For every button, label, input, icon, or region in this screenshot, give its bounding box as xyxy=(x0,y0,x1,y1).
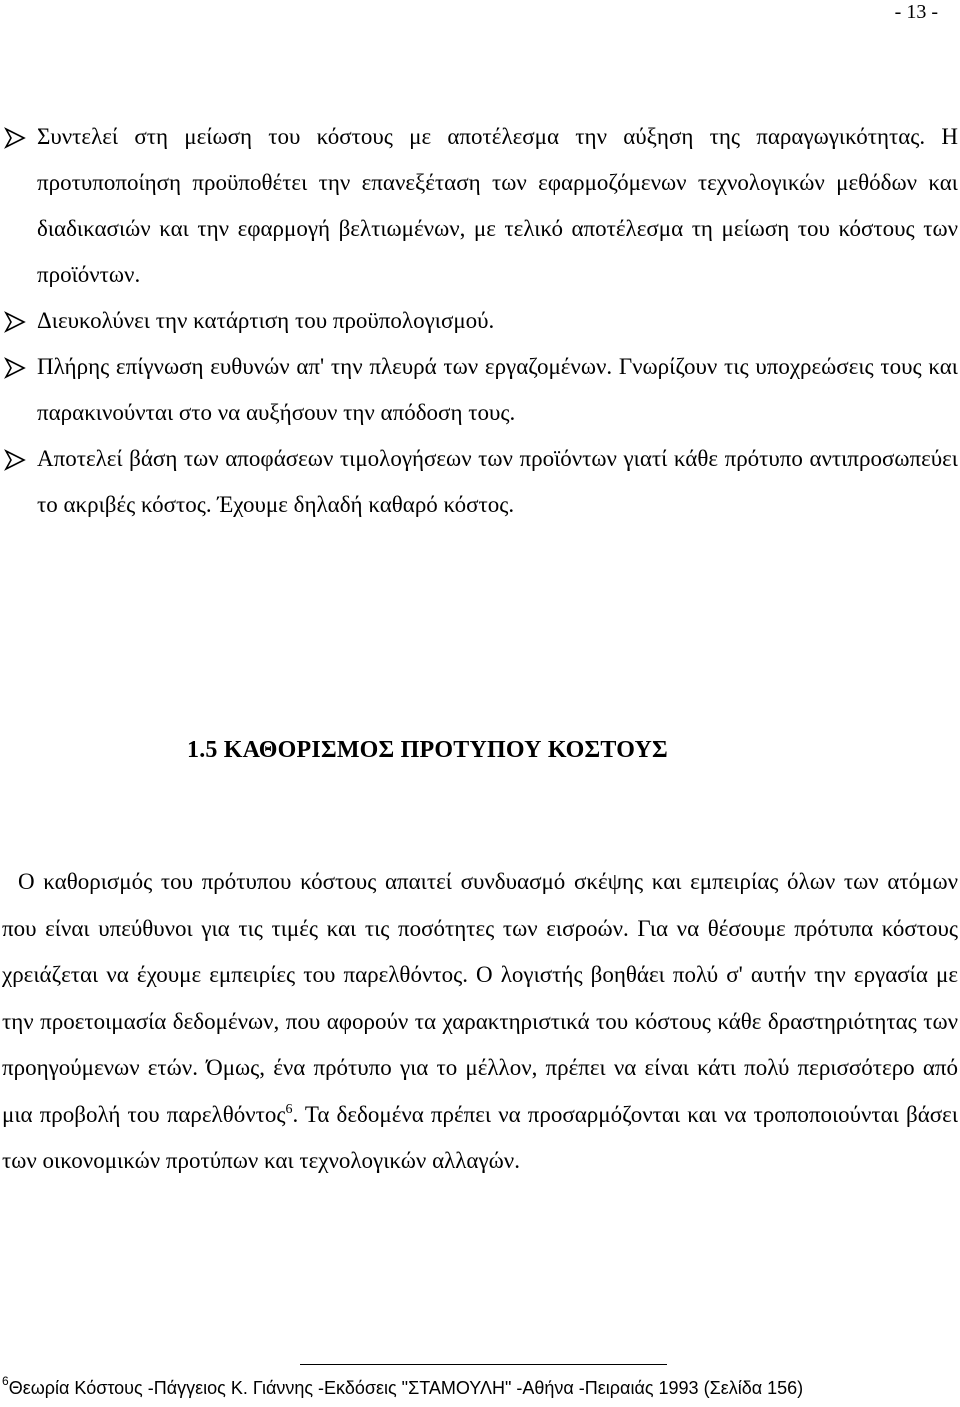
bullet-text: Διευκολύνει την κατάρτιση του προϋπολογισμού. xyxy=(37,308,495,333)
footnote xyxy=(2,1374,803,1402)
footnote-separator xyxy=(300,1364,667,1365)
bullet-list xyxy=(0,114,960,528)
bullet-item xyxy=(0,436,960,528)
bullet-text: Πλήρης επίγνωση ευθυνών απ' την πλευρά των εργαζομένων. Γνωρίζουν τις υποχρεώσεις τους και παρακινούνται στο να αυξήσουν την απόδοση τους. xyxy=(37,354,958,425)
section-heading: 1.5 ΚΑΘΟΡΙΣΜΟΣ ΠΡΟΤΥΠΟΥ ΚΟΣΤΟΥΣ xyxy=(187,737,668,763)
footnote-reference: 6 xyxy=(285,1101,293,1117)
bullet-item xyxy=(0,114,960,298)
arrowhead-bullet-icon xyxy=(4,311,26,333)
footnote-marker: 6 xyxy=(2,1374,9,1388)
bullet-item xyxy=(0,344,960,436)
bullet-text: Αποτελεί βάση των αποφάσεων τιμολογήσεων των προϊόντων γιατί κάθε πρότυπο αντιπροσωπεύει το ακριβές κόστος. Έχουμε δηλαδή καθαρό κόστος. xyxy=(37,446,958,517)
page-number: - 13 - xyxy=(894,1,938,23)
bullet-item xyxy=(0,298,960,344)
footnote-text: Θεωρία Κόστους -Πάγγειος Κ. Γιάννης -Εκδόσεις "ΣΤΑΜΟΥΛΗ" -Αθήνα -Πειραιάς 1993 (Σελίδα 156) xyxy=(8,1378,804,1398)
arrowhead-bullet-icon xyxy=(4,449,26,471)
bullet-text: Συντελεί στη μείωση του κόστους με αποτέλεσμα την αύξηση της παραγωγικότητας. Η προτυποποίηση προϋποθέτει την επανεξέταση των εφαρμοζόμενων τεχνολογικών μεθόδων και διαδικασιών και την εφαρμογή βελτιωμένων, με τελικό αποτέλεσμα τη μείωση του κόστους των προϊόντων. xyxy=(37,124,958,287)
arrowhead-bullet-icon xyxy=(4,357,26,379)
paragraph-text-continued: . Τα δεδομένα πρέπει να προσαρμόζονται και να τροποποιούνται βάσει των οικονομικών προτύπων και τεχνολογικών αλλαγών. xyxy=(2,1101,959,1173)
body-paragraph xyxy=(2,859,958,1185)
arrowhead-bullet-icon xyxy=(4,127,26,149)
paragraph-text: Ο καθορισμός του πρότυπου κόστους απαιτεί συνδυασμό σκέψης και εμπειρίας όλων των ατόμων που είναι υπεύθυνοι για τις τιμές και τις ποσότητες των εισροών. Για να θέσουμε πρότυπα κόστους χρειάζεται να έχουμε εμπειρίες του παρελθόντος. Ο λογιστής βοηθάει πολύ σ' αυτήν την εργασία με την προετοιμασία δεδομένων, που αφορούν τα χαρακτηριστικά του κόστους κάθε δραστηριότητας των προηγούμενων ετών. Όμως, ένα πρότυπο για το μέλλον, πρέπει να είναι κάτι πολύ περισσότερο από μια προβολή του παρελθόντος xyxy=(2,869,958,1127)
